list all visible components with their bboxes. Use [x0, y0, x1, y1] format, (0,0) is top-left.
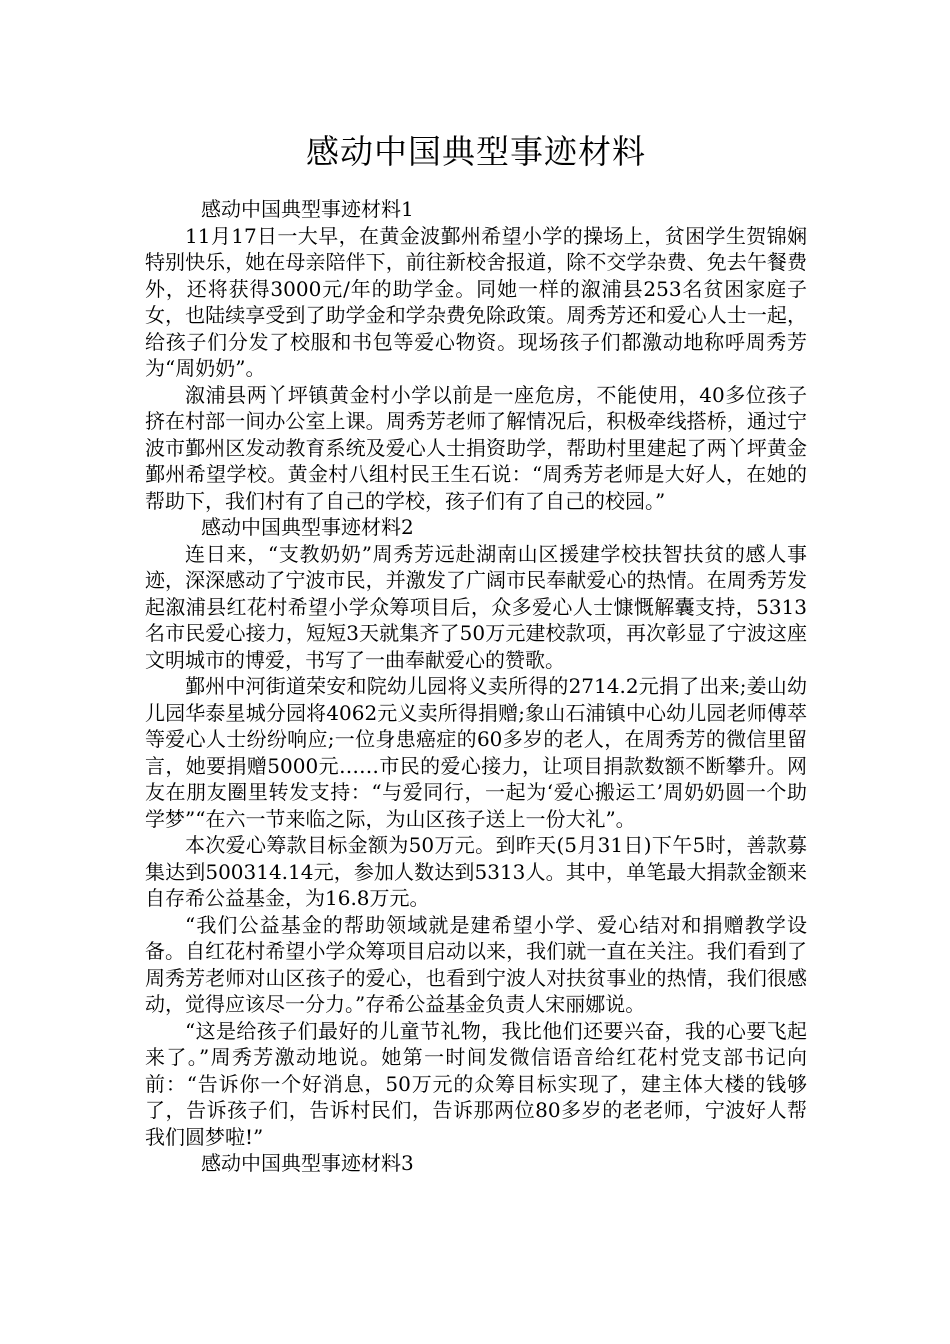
section-heading: 感动中国典型事迹材料2: [201, 515, 414, 539]
body-paragraph: “我们公益基金的帮助领域就是建希望小学、爱心结对和捐赠教学设备。自红花村希望小学众筹项目启动以来，我们就一直在关注。我们看到了周秀芳老师对山区孩子的爱心，也看到宁波人对扶贫事业的热情，我们很感动，觉得应该尽一分力。”存希公益基金负责人宋丽娜说。: [145, 912, 807, 1016]
document-page: [145, 0, 807, 1344]
body-paragraph: 溆浦县两丫坪镇黄金村小学以前是一座危房，不能使用，40多位孩子挤在村部一间办公室上课。周秀芳老师了解情况后，积极牵线搭桥，通过宁波市鄞州区发动教育系统及爱心人士捐资助学，帮助村里建起了两丫坪黄金鄞州希望学校。黄金村八组村民王生石说：“周秀芳老师是大好人，在她的帮助下，我们村有了自己的学校，孩子们有了自己的校园。”: [145, 382, 807, 513]
section-heading: 感动中国典型事迹材料3: [201, 1151, 414, 1175]
section-heading: 感动中国典型事迹材料1: [201, 197, 414, 221]
body-paragraph: 鄞州中河街道荣安和院幼儿园将义卖所得的2714.2元捐了出来;姜山幼儿园华泰星城分园将4062元义卖所得捐赠;象山石浦镇中心幼儿园老师傅萃等爱心人士纷纷响应;一位身患癌症的60多岁的老人，在周秀芳的微信里留言，她要捐赠5000元……市民的爱心接力，让项目捐款数额不断攀升。网友在朋友圈里转发支持：“与爱同行，一起为‘爱心搬运工’周奶奶圆一个助学梦”“在六一节来临之际，为山区孩子送上一份大礼”。: [145, 674, 807, 831]
document-body: [145, 196, 807, 1177]
body-paragraph: 11月17日一大早，在黄金波鄞州希望小学的操场上，贫困学生贺锦娴特别快乐，她在母亲陪伴下，前往新校舍报道，除不交学杂费、免去午餐费外，还将获得3000元/年的助学金。同她一样的溆浦县253名贫困家庭子女，也陆续享受到了助学金和学杂费免除政策。周秀芳还和爱心人士一起，给孩子们分发了校服和书包等爱心物资。现场孩子们都激动地称呼周秀芳为“周奶奶”。: [145, 223, 807, 380]
body-paragraph: 本次爱心筹款目标金额为50万元。到昨天(5月31日)下午5时，善款募集达到500314.14元，参加人数达到5313人。其中，单笔最大捐款金额来自存希公益基金，为16.8万元。: [145, 833, 807, 910]
document-title: 感动中国典型事迹材料: [306, 132, 646, 171]
body-paragraph: “这是给孩子们最好的儿童节礼物，我比他们还要兴奋，我的心要飞起来了。”周秀芳激动地说。她第一时间发微信语音给红花村党支部书记向前：“告诉你一个好消息，50万元的众筹目标实现了，建主体大楼的钱够了，告诉孩子们，告诉村民们，告诉那两位80多岁的老老师，宁波好人帮我们圆梦啦!”: [145, 1018, 807, 1149]
body-paragraph: 连日来，“支教奶奶”周秀芳远赴湖南山区援建学校扶智扶贫的感人事迹，深深感动了宁波市民，并激发了广阔市民奉献爱心的热情。在周秀芳发起溆浦县红花村希望小学众筹项目后，众多爱心人士慷慨解囊支持，5313名市民爱心接力，短短3天就集齐了50万元建校款项，再次彰显了宁波这座文明城市的博爱，书写了一曲奉献爱心的赞歌。: [145, 541, 807, 672]
